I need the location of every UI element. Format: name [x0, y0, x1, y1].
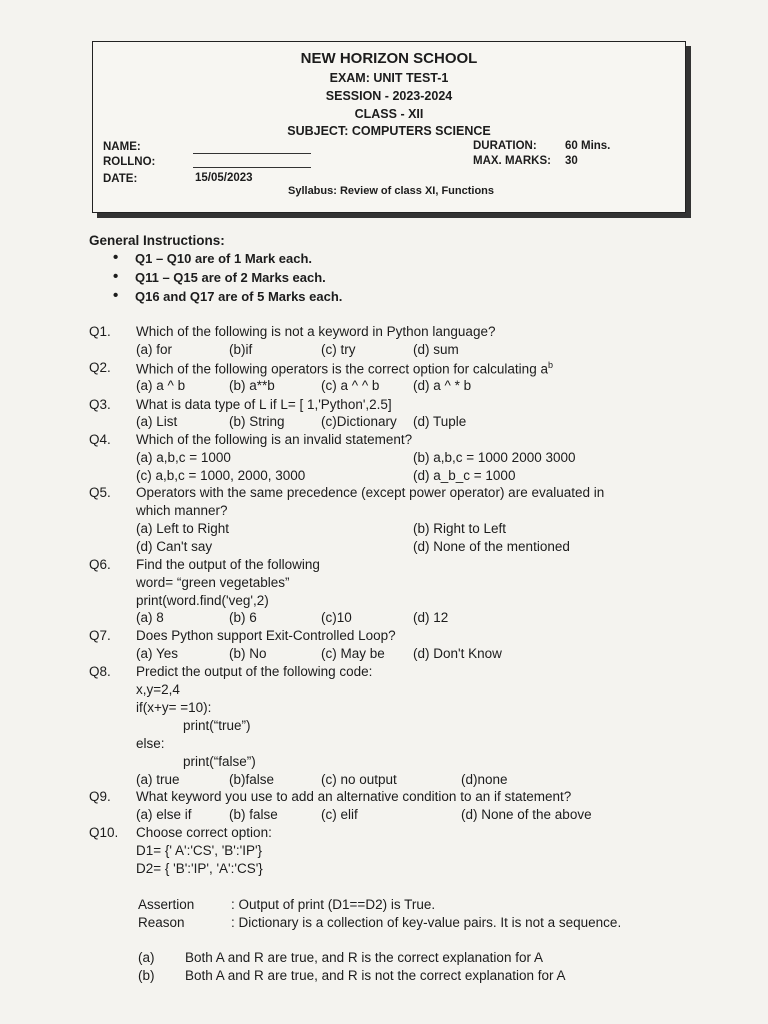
question-text-cont: which manner? — [136, 503, 228, 518]
class-label: CLASS - XII — [354, 107, 424, 121]
option-b: (b) a,b,c = 1000 2000 3000 — [413, 450, 576, 465]
exam-header — [92, 41, 686, 213]
option-a: (a) a,b,c = 1000 — [136, 450, 231, 465]
question-text: Find the output of the following — [136, 557, 320, 572]
question-text-main: Which of the following operators is the correct option for calculating a — [136, 361, 548, 377]
option-d: (d) a ^ * b — [413, 378, 472, 393]
instruction-item: • Q1 – Q10 are of 1 Mark each. — [135, 251, 312, 266]
assertion-text: : Output of print (D1==D2) is True. — [231, 897, 436, 912]
option-a: (a) Yes — [136, 646, 179, 661]
option-d: (d) sum — [413, 342, 459, 357]
question-number: Q1. — [89, 324, 111, 339]
option-c: (c)10 — [321, 610, 352, 625]
option-b: (b) 6 — [229, 610, 257, 625]
instruction-item: • Q11 – Q15 are of 2 Marks each. — [135, 270, 326, 285]
question-number: Q6. — [89, 557, 111, 572]
instruction-item: • Q16 and Q17 are of 5 Marks each. — [135, 289, 342, 304]
question-text — [136, 360, 553, 377]
session: SESSION - 2023-2024 — [325, 89, 453, 103]
superscript: b — [547, 360, 553, 370]
question-text: What is data type of L if L= [ 1,'Python',2.5] — [136, 397, 392, 412]
option-c: (d) Can't say — [136, 539, 213, 554]
question-number: Q5. — [89, 485, 111, 500]
question-number: Q2. — [89, 360, 111, 375]
option-a: (a) else if — [136, 807, 192, 822]
code-line: print(“false”) — [183, 754, 256, 769]
rollno-line — [193, 167, 311, 168]
question-text: Which of the following is an invalid statement? — [136, 432, 413, 447]
code-line: if(x+y= =10): — [136, 700, 212, 715]
duration-label: DURATION: — [473, 140, 537, 152]
option-a: (a) Left to Right — [136, 521, 230, 536]
school-name: NEW HORIZON SCHOOL — [300, 50, 478, 67]
question-number: Q7. — [89, 628, 111, 643]
option-d: (d) None of the above — [461, 807, 592, 822]
option-b: (b) a**b — [229, 378, 275, 393]
option-c: (c) try — [321, 342, 356, 357]
option-c: (c) a ^ ^ b — [321, 378, 380, 393]
question-number: Q3. — [89, 397, 111, 412]
question-number: Q9. — [89, 789, 111, 804]
question-text: Operators with the same precedence (except power operator) are evaluated in — [136, 485, 605, 500]
question-number: Q10. — [89, 825, 119, 840]
question-text: Which of the following is not a keyword in Python language? — [136, 324, 496, 339]
code-line: print(word.find('veg',2) — [136, 593, 269, 608]
question-text: Predict the output of the following code: — [136, 664, 373, 679]
option-a: (a) for — [136, 342, 173, 357]
syllabus: Syllabus: Review of class XI, Functions — [288, 185, 495, 197]
option-b: (b) Right to Left — [413, 521, 507, 536]
option-a: (a) List — [136, 414, 178, 429]
option-d: (d) 12 — [413, 610, 449, 625]
assertion-label: Assertion — [138, 897, 195, 912]
code-line: D1= {' A':'CS', 'B':'IP'} — [136, 843, 263, 858]
date-label: DATE: — [103, 173, 138, 185]
option-c: (c)Dictionary — [321, 414, 397, 429]
option-a: (a) true — [136, 772, 180, 787]
code-line: word= “green vegetables” — [136, 575, 290, 590]
reason-text: : Dictionary is a collection of key-value pairs. It is not a sequence. — [231, 915, 622, 930]
question-number: Q4. — [89, 432, 111, 447]
reason-label: Reason — [138, 915, 185, 930]
maxmarks-label: MAX. MARKS: — [473, 155, 551, 167]
code-line: else: — [136, 736, 165, 751]
code-line: x,y=2,4 — [136, 682, 180, 697]
option-b: (b) No — [229, 646, 267, 661]
subject: SUBJECT: COMPUTERS SCIENCE — [287, 124, 491, 138]
option-label: (a) — [138, 950, 155, 965]
option-b: Both A and R are true, and R is not the correct explanation for A — [185, 968, 566, 983]
option-a: Both A and R are true, and R is the correct explanation for A — [185, 950, 543, 965]
exam-title: EXAM: UNIT TEST-1 — [329, 71, 449, 85]
question-text: What keyword you use to add an alternative condition to an if statement? — [136, 789, 572, 804]
option-c: (c) elif — [321, 807, 358, 822]
option-b: (b)if — [229, 342, 253, 357]
option-label: (b) — [138, 968, 155, 983]
code-line: print(“true”) — [183, 718, 251, 733]
question-text: Does Python support Exit-Controlled Loop? — [136, 628, 396, 643]
name-line — [193, 153, 311, 154]
option-c: (c) May be — [321, 646, 385, 661]
name-label: NAME: — [103, 141, 141, 153]
option-d: (d) None of the mentioned — [413, 539, 570, 554]
option-d: (d) a_b_c = 1000 — [413, 468, 516, 483]
question-number: Q8. — [89, 664, 111, 679]
option-a: (a) 8 — [136, 610, 164, 625]
option-b: (b) false — [229, 807, 278, 822]
option-d: (d)none — [461, 772, 508, 787]
option-b: (b) String — [229, 414, 285, 429]
option-b: (b)false — [229, 772, 275, 787]
rollno-label: ROLLNO: — [103, 156, 156, 168]
option-d: (d) Don't Know — [413, 646, 502, 661]
option-c: (c) no output — [321, 772, 397, 787]
option-c: (c) a,b,c = 1000, 2000, 3000 — [136, 468, 306, 483]
instructions-title: General Instructions: — [89, 233, 225, 248]
code-line: D2= { 'B':'IP', 'A':'CS'} — [136, 861, 263, 876]
option-a: (a) a ^ b — [136, 378, 186, 393]
maxmarks-value: 30 — [565, 155, 578, 167]
question-text: Choose correct option: — [136, 825, 272, 840]
option-d: (d) Tuple — [413, 414, 467, 429]
date-value: 15/05/2023 — [195, 172, 253, 184]
duration-value: 60 Mins. — [565, 140, 611, 152]
